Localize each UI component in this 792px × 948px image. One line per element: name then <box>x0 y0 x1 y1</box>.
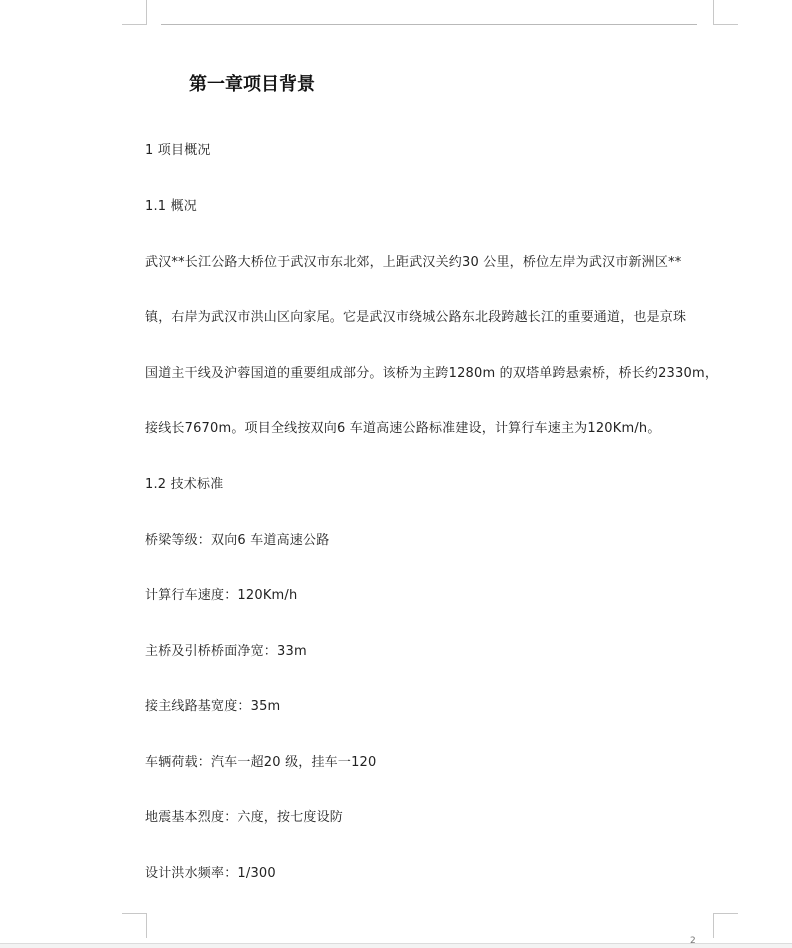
standard-item: 车辆荷载：汽车一超20 级，挂车一120 <box>145 755 377 770</box>
crop-mark-top-left <box>122 0 147 25</box>
chapter-title: 第一章项目背景 <box>189 74 315 95</box>
header-rule <box>161 24 697 25</box>
standard-item: 接主线路基宽度：35m <box>145 699 281 714</box>
section-heading-1-1: 1.1 概况 <box>145 199 198 214</box>
paragraph-line: 国道主干线及沪蓉国道的重要组成部分。该桥为主跨1280m 的双塔单跨悬索桥，桥长约2330m， <box>145 366 719 381</box>
page-number: 2 <box>690 936 696 946</box>
crop-mark-top-right <box>713 0 738 25</box>
section-heading-1-2: 1.2 技术标准 <box>145 477 224 492</box>
standard-item: 主桥及引桥桥面净宽：33m <box>145 644 307 659</box>
paragraph-line: 镇，右岸为武汉市洪山区向家尾。它是武汉市绕城公路东北段跨越长江的重要通道，也是京珠 <box>145 310 687 325</box>
standard-item: 桥梁等级：双向6 车道高速公路 <box>145 533 330 548</box>
standard-item: 计算行车速度：120Km/h <box>145 588 298 603</box>
crop-mark-bottom-left <box>122 913 147 938</box>
crop-mark-bottom-right <box>713 913 738 938</box>
paragraph-line: 接线长7670m。项目全线按双向6 车道高速公路标准建设，计算行车速主为120Km/h。 <box>145 421 661 436</box>
section-heading-1: 1 项目概况 <box>145 143 211 158</box>
paragraph-line: 武汉**长江公路大桥位于武汉市东北郊，上距武汉关约30 公里，桥位左岸为武汉市新洲区** <box>145 255 682 270</box>
standard-item: 地震基本烈度：六度，按七度设防 <box>145 810 344 825</box>
standard-item: 设计洪水频率：1/300 <box>145 866 276 881</box>
